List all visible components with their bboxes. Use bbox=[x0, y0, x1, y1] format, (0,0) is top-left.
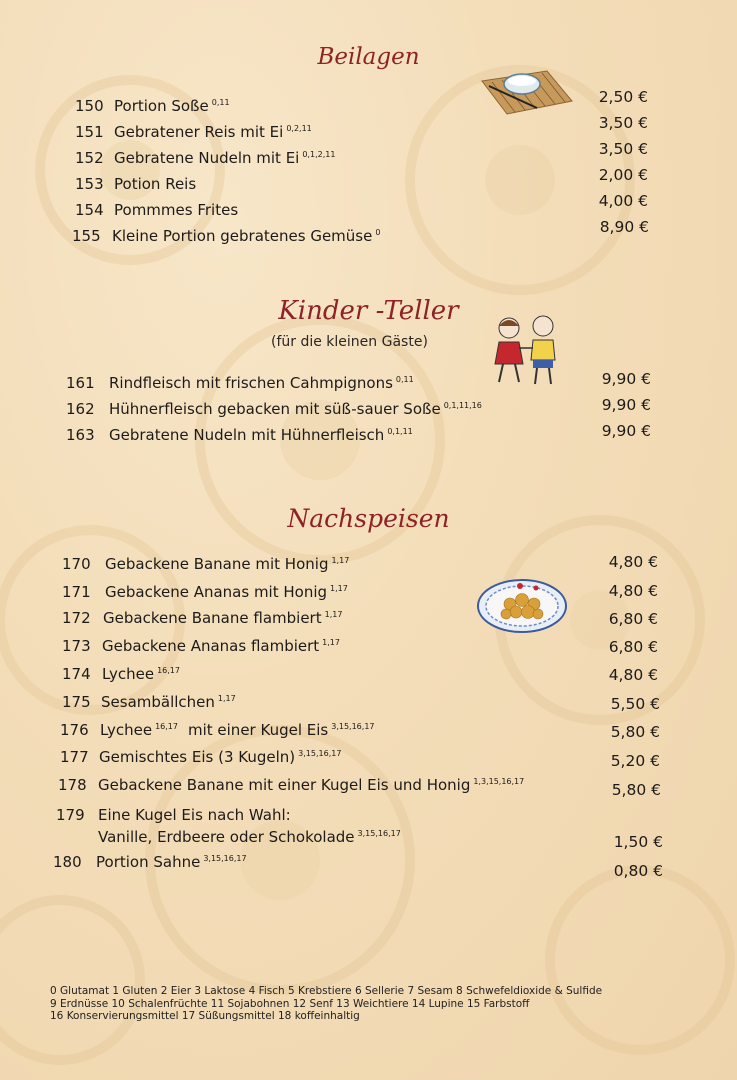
item-price: 5,80 € bbox=[610, 723, 660, 741]
kids-illustration bbox=[485, 312, 567, 392]
item-price: 4,00 € bbox=[598, 192, 648, 210]
item-name bbox=[109, 400, 482, 418]
item-number: 179 bbox=[56, 806, 85, 824]
allergen-codes: 0,1,11,16 bbox=[443, 401, 482, 410]
item-name-text: Gebratene Nudeln mit Hühnerfleisch bbox=[109, 426, 385, 444]
allergen-codes: 1,17 bbox=[331, 556, 350, 565]
item-name-text: Pommmes Frites bbox=[114, 201, 239, 219]
item-price: 9,90 € bbox=[601, 422, 651, 440]
item-name-text: Kleine Portion gebratenes Gemüse bbox=[112, 227, 373, 245]
item-name-text: Vanille, Erdbeere oder Schokolade bbox=[98, 828, 355, 846]
item-number: 155 bbox=[72, 227, 101, 245]
allergen-codes: 0,1,2,11 bbox=[302, 150, 336, 159]
allergen-codes: 1,17 bbox=[322, 638, 340, 647]
item-name-text: Eine Kugel Eis nach Wahl: bbox=[98, 806, 291, 824]
item-name-text: Potion Reis bbox=[114, 175, 197, 193]
item-name bbox=[109, 374, 414, 392]
item-price: 9,90 € bbox=[601, 396, 651, 414]
allergen-codes: 0,1,11 bbox=[387, 427, 413, 436]
item-name bbox=[102, 637, 340, 655]
item-number: 172 bbox=[62, 609, 91, 627]
allergen-codes: 16,17 bbox=[155, 722, 178, 731]
item-name bbox=[103, 609, 342, 627]
item-price: 3,50 € bbox=[598, 114, 648, 132]
allergen-codes: 16,17 bbox=[157, 666, 180, 675]
allergen-codes: 1,17 bbox=[330, 584, 348, 593]
allergen-codes: 1,17 bbox=[217, 694, 236, 703]
item-name-text: Gemischtes Eis (3 Kugeln) bbox=[99, 748, 296, 766]
item-name-text: Lychee bbox=[100, 721, 153, 739]
item-name-text: Portion Sahne bbox=[96, 853, 201, 871]
item-number: 151 bbox=[75, 123, 104, 141]
item-name bbox=[101, 693, 236, 711]
item-name-text: Portion Soße bbox=[114, 97, 209, 115]
item-number: 163 bbox=[66, 426, 95, 444]
item-price: 4,80 € bbox=[608, 666, 658, 684]
item-number: 173 bbox=[62, 637, 91, 655]
item-price: 5,20 € bbox=[610, 752, 660, 770]
item-name bbox=[98, 806, 291, 824]
item-name-text: Gebackene Ananas mit Honig bbox=[105, 583, 328, 601]
item-price: 6,80 € bbox=[608, 610, 658, 628]
item-name bbox=[100, 721, 375, 739]
item-number: 176 bbox=[60, 721, 89, 739]
item-name-text: Gebratene Nudeln mit Ei bbox=[114, 149, 300, 167]
item-name-text: Gebackene Banane flambiert bbox=[103, 609, 322, 627]
item-name-text: Gebratener Reis mit Ei bbox=[114, 123, 284, 141]
item-price: 3,50 € bbox=[598, 140, 648, 158]
item-name-text: Lychee bbox=[102, 665, 155, 683]
allergen-codes: 0 bbox=[375, 228, 381, 237]
allergen-codes: 3,15,16,17 bbox=[298, 749, 342, 758]
item-price: 2,00 € bbox=[598, 166, 648, 184]
item-price: 6,80 € bbox=[608, 638, 658, 656]
legend-line: 0 Glutamat 1 Gluten 2 Eier 3 Laktose 4 Fisch 5 Krebstiere 6 Sellerie 7 Sesam 8 Schwefeldioxide & Sulfide bbox=[50, 985, 603, 997]
allergen-codes: 1,17 bbox=[324, 610, 343, 619]
item-number: 154 bbox=[75, 201, 104, 219]
item-number: 162 bbox=[66, 400, 95, 418]
item-name-text: Gebackene Banane mit einer Kugel Eis und Honig bbox=[98, 776, 471, 794]
item-price: 9,90 € bbox=[601, 370, 651, 388]
item-name-text: Hühnerfleisch gebacken mit süß-sauer Soße bbox=[109, 400, 441, 418]
legend-line: 9 Erdnüsse 10 Schalenfrüchte 11 Sojabohnen 12 Senf 13 Weichtiere 14 Lupine 15 Farbstoff bbox=[50, 997, 530, 1010]
item-number: 178 bbox=[58, 776, 87, 794]
item-name bbox=[109, 426, 413, 444]
allergen-legend bbox=[50, 985, 602, 1023]
item-number: 174 bbox=[62, 665, 91, 683]
item-price: 5,50 € bbox=[610, 695, 660, 713]
item-price: 0,80 € bbox=[613, 862, 663, 880]
item-name-text: mit einer Kugel Eis bbox=[187, 721, 329, 739]
allergen-codes: 3,15,16,17 bbox=[331, 722, 375, 731]
item-name bbox=[114, 175, 196, 193]
item-price: 5,80 € bbox=[611, 781, 661, 799]
item-price: 4,80 € bbox=[608, 582, 658, 600]
item-name-text: Sesambällchen bbox=[101, 693, 215, 711]
item-name bbox=[114, 149, 335, 167]
item-name-text: Gebackene Banane mit Honig bbox=[105, 555, 329, 573]
rice-bowl-image bbox=[477, 66, 577, 121]
item-name-text: Rindfleisch mit frischen Cahmpignons bbox=[109, 374, 393, 392]
section-subtitle: (für die kleinen Gäste) bbox=[271, 334, 428, 350]
allergen-codes: 0,11 bbox=[395, 375, 414, 384]
item-number: 152 bbox=[75, 149, 104, 167]
item-price: 1,50 € bbox=[613, 833, 663, 851]
section-title-nachspeisen: Nachspeisen bbox=[287, 504, 450, 533]
dessert-plate-image bbox=[476, 574, 568, 634]
item-price: 4,80 € bbox=[608, 553, 658, 571]
item-number: 170 bbox=[62, 555, 91, 573]
item-number: 150 bbox=[75, 97, 104, 115]
item-number: 153 bbox=[75, 175, 104, 193]
item-number: 175 bbox=[62, 693, 91, 711]
item-price: 2,50 € bbox=[598, 88, 648, 106]
item-name bbox=[102, 665, 180, 683]
item-number: 161 bbox=[66, 374, 95, 392]
item-name bbox=[105, 583, 348, 601]
section-title-beilagen: Beilagen bbox=[317, 44, 420, 70]
item-name bbox=[105, 555, 349, 573]
allergen-codes: 0,11 bbox=[211, 98, 230, 107]
item-number: 180 bbox=[53, 853, 82, 871]
allergen-codes: 0,2,11 bbox=[286, 124, 312, 133]
item-name bbox=[114, 97, 230, 115]
item-name bbox=[98, 828, 401, 846]
section-title-kinder-teller: Kinder -Teller bbox=[278, 296, 459, 326]
item-name bbox=[96, 853, 247, 871]
legend-line: 16 Konservierungsmittel 17 Süßungsmittel 18 koffeinhaltig bbox=[50, 1010, 360, 1022]
item-price: 8,90 € bbox=[599, 218, 649, 236]
allergen-codes: 1,3,15,16,17 bbox=[473, 777, 525, 786]
item-name bbox=[112, 227, 380, 245]
item-number: 171 bbox=[62, 583, 91, 601]
item-name bbox=[99, 748, 341, 766]
allergen-codes: 3,15,16,17 bbox=[357, 829, 401, 838]
item-name-text: Gebackene Ananas flambiert bbox=[102, 637, 320, 655]
item-name bbox=[98, 776, 524, 794]
allergen-codes: 3,15,16,17 bbox=[203, 854, 247, 863]
item-name bbox=[114, 123, 312, 141]
item-number: 177 bbox=[60, 748, 89, 766]
item-name bbox=[114, 201, 238, 219]
